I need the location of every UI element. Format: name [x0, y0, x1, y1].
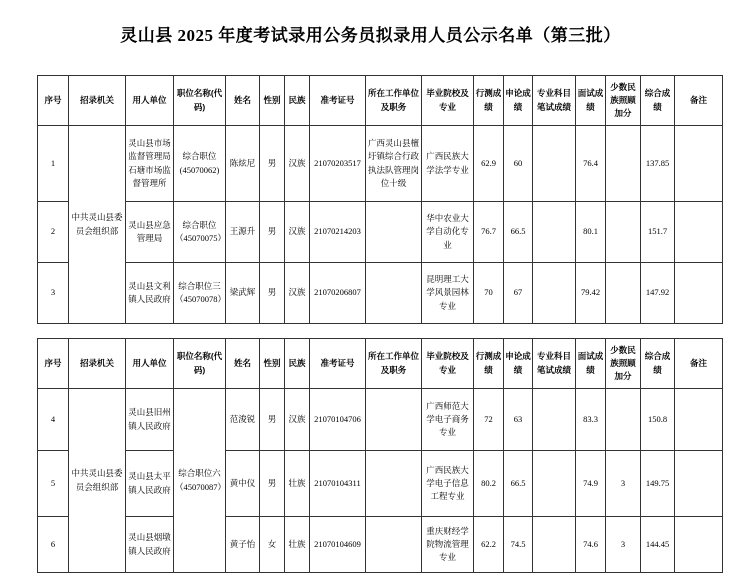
cell-ticket: 21070104311 — [310, 451, 366, 517]
recruitment-table-1 — [37, 75, 723, 324]
col-header-employer: 用人单位 — [126, 339, 174, 389]
cell-total: 144.45 — [641, 517, 675, 573]
cell-subject — [533, 202, 576, 263]
cell-employer: 灵山县太平镇人民政府 — [126, 451, 174, 517]
cell-school: 重庆财经学院物流管理专业 — [422, 517, 474, 573]
cell-no: 1 — [38, 126, 69, 202]
cell-agency: 中共灵山县委员会组织部 — [69, 126, 126, 324]
cell-shenlun: 66.5 — [504, 202, 533, 263]
col-header-position: 职位名称(代码) — [174, 76, 226, 126]
cell-employer: 灵山县市场监督管理局石塘市场监督管理所 — [126, 126, 174, 202]
col-header-position: 职位名称(代码) — [174, 339, 226, 389]
cell-interview: 74.9 — [576, 451, 606, 517]
cell-name: 范浚锐 — [226, 389, 260, 451]
col-header-interview: 面试成绩 — [576, 76, 606, 126]
cell-shenlun: 67 — [504, 263, 533, 324]
cell-school: 广西民族大学电子信息工程专业 — [422, 451, 474, 517]
cell-interview: 76.4 — [576, 126, 606, 202]
cell-position: 综合职位三（45070078） — [174, 263, 226, 324]
cell-interview: 79.42 — [576, 263, 606, 324]
cell-subject — [533, 451, 576, 517]
cell-remark — [675, 517, 723, 573]
cell-school: 昆明理工大学风景园林专业 — [422, 263, 474, 324]
cell-ticket: 21070104706 — [310, 389, 366, 451]
col-header-remark: 备注 — [675, 76, 723, 126]
cell-school: 广西民族大学法学专业 — [422, 126, 474, 202]
cell-ethnic: 汉族 — [285, 389, 310, 451]
col-header-shenlun: 申论成绩 — [504, 339, 533, 389]
col-header-school: 毕业院校及专业 — [422, 76, 474, 126]
page-title: 灵山县 2025 年度考试录用公务员拟录用人员公示名单（第三批） — [120, 26, 621, 45]
cell-no: 4 — [38, 389, 69, 451]
cell-ethnic: 汉族 — [285, 263, 310, 324]
col-header-subject: 专业科目笔试成绩 — [533, 339, 576, 389]
cell-total: 137.85 — [641, 126, 675, 202]
col-header-bonus: 少数民族照顾加分 — [606, 76, 641, 126]
table-row — [38, 202, 723, 263]
cell-total: 147.92 — [641, 263, 675, 324]
cell-no: 6 — [38, 517, 69, 573]
cell-shenlun: 74.5 — [504, 517, 533, 573]
header-row — [38, 339, 723, 389]
cell-subject — [533, 517, 576, 573]
cell-name: 黄中仪 — [226, 451, 260, 517]
cell-gender: 女 — [260, 517, 285, 573]
cell-ethnic: 壮族 — [285, 517, 310, 573]
col-header-ticket: 准考证号 — [310, 76, 366, 126]
cell-subject — [533, 263, 576, 324]
col-header-subject: 专业科目笔试成绩 — [533, 76, 576, 126]
cell-ethnic: 汉族 — [285, 202, 310, 263]
col-header-work: 所在工作单位及职务 — [366, 76, 422, 126]
cell-ethnic: 汉族 — [285, 126, 310, 202]
cell-name: 陈炫尼 — [226, 126, 260, 202]
col-header-remark: 备注 — [675, 339, 723, 389]
cell-bonus — [606, 263, 641, 324]
col-header-agency: 招录机关 — [69, 339, 126, 389]
col-header-bonus: 少数民族照顾加分 — [606, 339, 641, 389]
cell-gender: 男 — [260, 202, 285, 263]
cell-work — [366, 451, 422, 517]
cell-shenlun: 63 — [504, 389, 533, 451]
table-row — [38, 451, 723, 517]
cell-subject — [533, 389, 576, 451]
cell-name: 梁武辉 — [226, 263, 260, 324]
cell-ticket: 21070214203 — [310, 202, 366, 263]
col-header-xingce: 行测成绩 — [474, 339, 504, 389]
cell-employer: 灵山县烟墩镇人民政府 — [126, 517, 174, 573]
cell-employer: 灵山县应急管理局 — [126, 202, 174, 263]
header-row — [38, 76, 723, 126]
cell-bonus — [606, 126, 641, 202]
col-header-total: 综合成绩 — [641, 339, 675, 389]
cell-bonus: 3 — [606, 517, 641, 573]
cell-school: 广西师范大学电子商务专业 — [422, 389, 474, 451]
cell-xingce: 70 — [474, 263, 504, 324]
table-row — [38, 263, 723, 324]
col-header-name: 姓名 — [226, 76, 260, 126]
cell-work: 广西灵山县檀圩镇综合行政执法队管理岗位十级 — [366, 126, 422, 202]
cell-total: 150.8 — [641, 389, 675, 451]
cell-employer: 灵山县文利镇人民政府 — [126, 263, 174, 324]
cell-no: 3 — [38, 263, 69, 324]
cell-xingce: 76.7 — [474, 202, 504, 263]
col-header-employer: 用人单位 — [126, 76, 174, 126]
cell-work — [366, 263, 422, 324]
col-header-shenlun: 申论成绩 — [504, 76, 533, 126]
cell-name: 王源升 — [226, 202, 260, 263]
cell-gender: 男 — [260, 126, 285, 202]
col-header-gender: 性别 — [260, 339, 285, 389]
table-row — [38, 389, 723, 451]
col-header-no: 序号 — [38, 339, 69, 389]
cell-work — [366, 389, 422, 451]
col-header-school: 毕业院校及专业 — [422, 339, 474, 389]
cell-agency: 中共灵山县委员会组织部 — [69, 389, 126, 573]
table-row — [38, 126, 723, 202]
col-header-no: 序号 — [38, 76, 69, 126]
cell-remark — [675, 263, 723, 324]
cell-shenlun: 60 — [504, 126, 533, 202]
cell-work — [366, 202, 422, 263]
cell-gender: 男 — [260, 263, 285, 324]
cell-bonus — [606, 202, 641, 263]
cell-school: 华中农业大学自动化专业 — [422, 202, 474, 263]
col-header-interview: 面试成绩 — [576, 339, 606, 389]
cell-xingce: 80.2 — [474, 451, 504, 517]
cell-gender: 男 — [260, 451, 285, 517]
cell-position: 综合职位六（45070087） — [174, 389, 226, 573]
cell-ticket: 21070206807 — [310, 263, 366, 324]
cell-name: 黄子怡 — [226, 517, 260, 573]
col-header-gender: 性别 — [260, 76, 285, 126]
cell-bonus — [606, 389, 641, 451]
table-row — [38, 517, 723, 573]
cell-employer: 灵山县旧州镇人民政府 — [126, 389, 174, 451]
col-header-agency: 招录机关 — [69, 76, 126, 126]
col-header-total: 综合成绩 — [641, 76, 675, 126]
cell-work — [366, 517, 422, 573]
cell-interview: 74.6 — [576, 517, 606, 573]
cell-position: 综合职位（45070075） — [174, 202, 226, 263]
col-header-ethnic: 民族 — [285, 76, 310, 126]
cell-no: 2 — [38, 202, 69, 263]
cell-interview: 83.3 — [576, 389, 606, 451]
cell-xingce: 62.2 — [474, 517, 504, 573]
col-header-ticket: 准考证号 — [310, 339, 366, 389]
col-header-ethnic: 民族 — [285, 339, 310, 389]
cell-bonus: 3 — [606, 451, 641, 517]
cell-ticket: 21070203517 — [310, 126, 366, 202]
cell-gender: 男 — [260, 389, 285, 451]
cell-xingce: 62.9 — [474, 126, 504, 202]
cell-total: 151.7 — [641, 202, 675, 263]
col-header-name: 姓名 — [226, 339, 260, 389]
col-header-xingce: 行测成绩 — [474, 76, 504, 126]
cell-position: 综合职位(45070062) — [174, 126, 226, 202]
cell-xingce: 72 — [474, 389, 504, 451]
cell-subject — [533, 126, 576, 202]
recruitment-table-2 — [37, 338, 723, 573]
cell-remark — [675, 126, 723, 202]
cell-ethnic: 壮族 — [285, 451, 310, 517]
cell-shenlun: 66.5 — [504, 451, 533, 517]
col-header-work: 所在工作单位及职务 — [366, 339, 422, 389]
cell-no: 5 — [38, 451, 69, 517]
cell-total: 149.75 — [641, 451, 675, 517]
cell-ticket: 21070104609 — [310, 517, 366, 573]
cell-remark — [675, 451, 723, 517]
cell-remark — [675, 389, 723, 451]
cell-interview: 80.1 — [576, 202, 606, 263]
cell-remark — [675, 202, 723, 263]
